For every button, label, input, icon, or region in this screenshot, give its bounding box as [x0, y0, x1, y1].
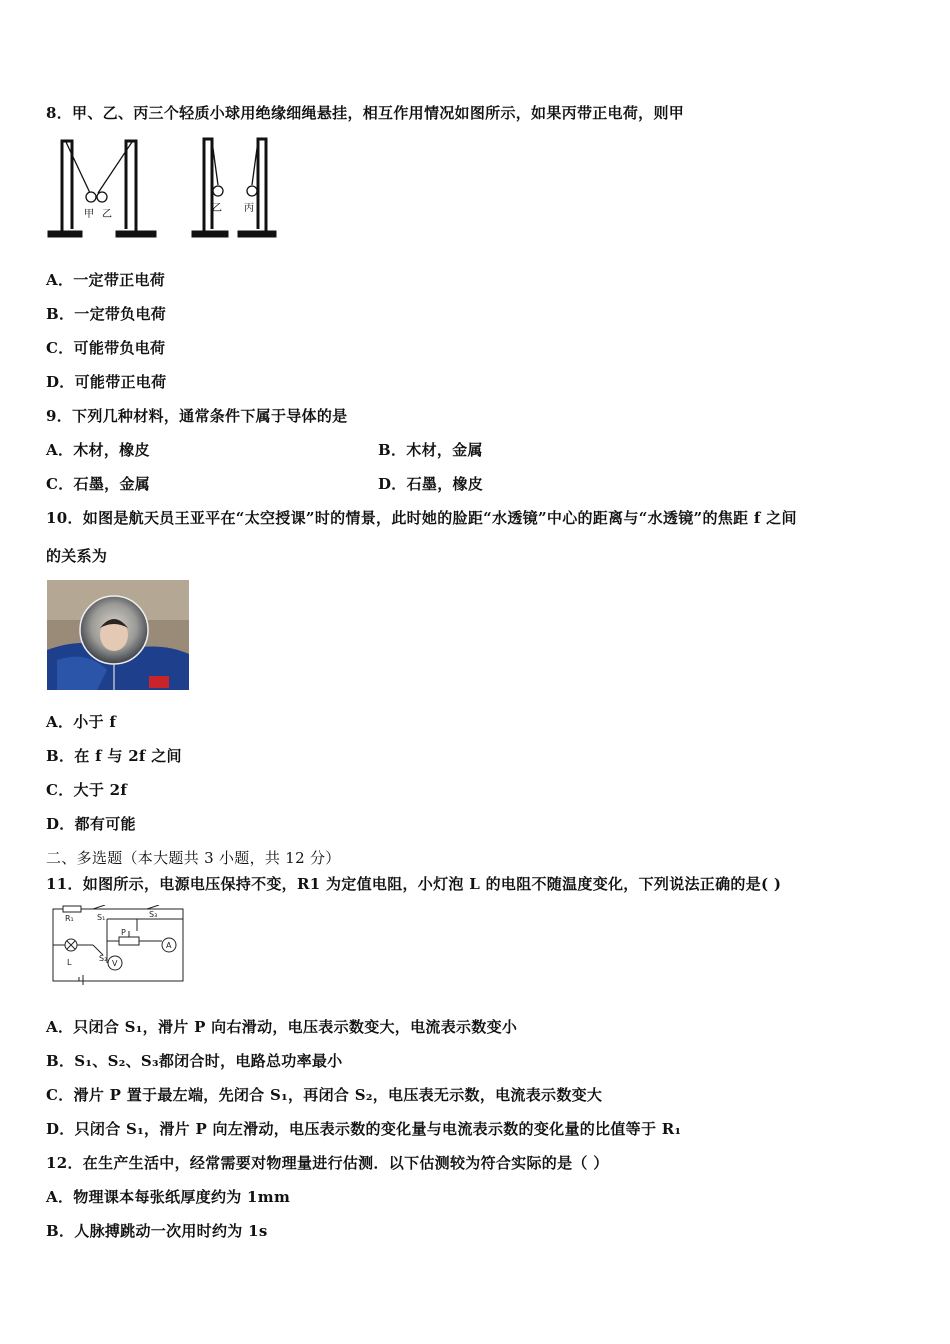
q9-option-b: B．木材，金属: [378, 441, 483, 459]
water-lens-photo: [47, 580, 189, 690]
q11-option-c: C．滑片 P 置于最左端，先闭合 S₁，再闭合 S₂，电压表无示数，电流表示数变大: [46, 1086, 603, 1104]
label-jia: 甲: [84, 209, 94, 220]
q9-option-d: D．石墨，橡皮: [378, 475, 484, 493]
circuit-label-s3: S₃: [149, 910, 158, 919]
q12-option-b: B．人脉搏跳动一次用时约为 1s: [46, 1222, 268, 1240]
q8-option-b: B．一定带负电荷: [46, 305, 167, 323]
circuit-label-s1: S₁: [97, 913, 106, 922]
q10-option-d: D．都有可能: [46, 815, 136, 833]
circuit-label-s2: S₂: [99, 954, 108, 963]
q11-option-d: D．只闭合 S₁，滑片 P 向左滑动，电压表示数的变化量与电流表示数的变化量的比值等于 R₁: [46, 1120, 682, 1138]
q11-circuit-diagram: [47, 905, 189, 991]
q10-option-b: B．在 f 与 2f 之间: [46, 747, 182, 765]
q9-option-c: C．石墨，金属: [46, 475, 151, 493]
q11-option-b: B．S₁、S₂、S₃都闭合时，电路总功率最小: [46, 1052, 343, 1070]
q12-option-a: A．物理课本每张纸厚度约为 1mm: [46, 1188, 291, 1206]
q9-stem: 9．下列几种材料，通常条件下属于导体的是: [46, 407, 348, 425]
q9-option-a: A．木材，橡皮: [46, 441, 150, 459]
q8-stem: 8．甲、乙、丙三个轻质小球用绝缘细绳悬挂，相互作用情况如图所示，如果丙带正电荷，则甲: [46, 104, 685, 122]
q10-option-c: C．大于 2f: [46, 781, 128, 799]
section-multi-choice-title: 二、多选题（本大题共 3 小题，共 12 分）: [46, 849, 341, 867]
q10-stem-line2: 的关系为: [46, 547, 108, 565]
label-yi-right: 乙: [212, 203, 222, 214]
circuit-label-lamp: L: [67, 958, 72, 967]
circuit-label-r1: R₁: [65, 914, 74, 923]
q8-option-c: C．可能带负电荷: [46, 339, 166, 357]
circuit-label-voltmeter: V: [112, 959, 118, 968]
q11-option-a: A．只闭合 S₁，滑片 P 向右滑动，电压表示数变大，电流表示数变小: [46, 1018, 518, 1036]
label-yi-left: 乙: [102, 209, 112, 220]
q10-stem-line1: 10．如图是航天员王亚平在“太空授课”时的情景，此时她的脸距“水透镜”中心的距离与“水透镜”的焦距 f 之间: [46, 509, 797, 527]
label-bing: 丙: [244, 203, 254, 214]
q10-option-a: A．小于 f: [46, 713, 117, 731]
q8-option-d: D．可能带正电荷: [46, 373, 167, 391]
q12-stem: 12．在生产生活中，经常需要对物理量进行估测．以下估测较为符合实际的是（ ）: [46, 1154, 609, 1172]
q8-pendulum-figure: [46, 133, 278, 243]
q8-option-a: A．一定带正电荷: [46, 271, 166, 289]
q11-stem: 11．如图所示，电源电压保持不变，R1 为定值电阻，小灯泡 L 的电阻不随温度变化，下列说法正确的是( ): [46, 875, 782, 893]
circuit-label-ammeter: A: [166, 941, 172, 950]
circuit-label-p: P: [121, 928, 126, 937]
